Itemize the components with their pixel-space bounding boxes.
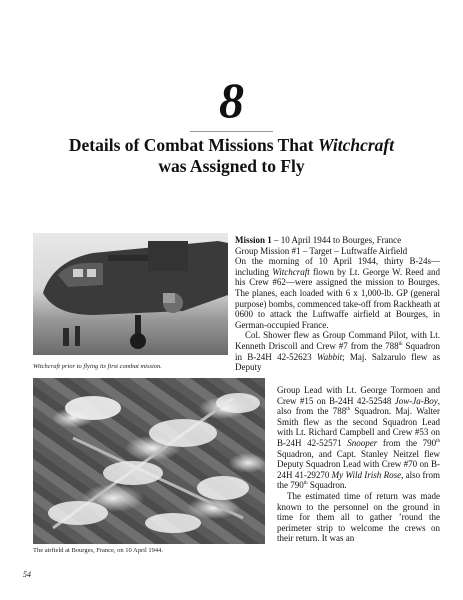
- p2-jow-ja-boy: Jow-Ja-Boy: [394, 395, 438, 406]
- chapter-number: 8: [219, 72, 244, 128]
- paragraph-3: The estimated time of return was made known to the personnel on the ground in time for them all to gather ’round the perimeter strip to welcome the crews on their return. It was an: [277, 490, 440, 544]
- paragraph-2-cont: [277, 385, 440, 491]
- p2-text-d: Group Lead with Lt. George Tormoen and Crew #15 on B-24H 42-52548: [277, 385, 440, 406]
- p2-text-g: from the 790: [377, 437, 437, 448]
- chapter-title: [20, 135, 443, 177]
- airfield-aerial-photo: [33, 378, 265, 544]
- body-text-bottom: [277, 385, 440, 544]
- page-number: 54: [23, 570, 31, 579]
- p1-text-b: flown by Lt. George W. Reed and his Crew #62—were assigned the mission to Bourges. The planes, each loaded with 6 x 1,000-lb. GP (general purpose) bombs, commenced take-off from Rackheath at 0600 to attack the Luftwaffe airfield at Bourges, in German-occupied France.: [235, 266, 441, 330]
- photo-caption-bomber: [33, 363, 233, 371]
- chapter-rule: [190, 131, 273, 132]
- p2-text-b: Squadron in B-24H 42-52623: [235, 340, 440, 362]
- mission-date: – 10 April 1944 to Bourges, France: [271, 235, 402, 245]
- paragraph-2-start: [235, 330, 440, 372]
- p2-text-j: Squadron.: [307, 480, 347, 491]
- p2-text-c: ; Maj. Salzarulo flew as Deputy: [235, 351, 440, 373]
- paragraph-1: [235, 256, 440, 330]
- caption-bomber-text: prior to flying its first combat mission.: [60, 363, 162, 370]
- p2-text-e: , also from the 788: [277, 395, 440, 417]
- chapter-title-italic: Witchcraft: [317, 135, 395, 155]
- p2-ordinal-2: th: [346, 407, 351, 413]
- p2-wabbit: Wabbit: [316, 351, 343, 362]
- group-mission-line: Group Mission #1 – Target – Luftwaffe Airfield: [235, 245, 408, 256]
- chapter-title-part-a: Details of Combat Missions That: [68, 135, 318, 155]
- p2-ordinal-4: th: [303, 481, 308, 487]
- p2-ordinal-1: th: [398, 341, 403, 347]
- aerial-airfield-image: [33, 378, 265, 544]
- p2-text-f: Squadron. Maj. Walter Smith flew as the second Squadron Lead with Lt. Richard Campbell and Crew #53 on B-24H 42-52571: [277, 406, 440, 448]
- p1-text-a: On the morning of 10 April 1944, thirty B-24s—including: [235, 256, 440, 277]
- p2-snooper: Snooper: [347, 437, 378, 448]
- p2-text-h: Squadron, and Capt. Stanley Neitzel flew Deputy Squadron Lead with Crew #70 on B-24H 41-29270: [277, 448, 440, 480]
- chapter-title-part-b: was Assigned to Fly: [158, 156, 305, 176]
- photo-caption-airfield: The airfield at Bourges, France, on 10 April 1944.: [33, 547, 164, 554]
- body-text-top: [235, 235, 440, 373]
- p2-text-i: , also from the 790: [277, 469, 440, 491]
- bomber-photo: [33, 233, 228, 355]
- p2-my-wild-irish-rose: My Wild Irish Rose: [331, 469, 402, 480]
- mission-label: Mission 1: [235, 235, 272, 245]
- b24-bomber-image: [33, 233, 228, 355]
- p1-witchcraft: Witchcraft: [272, 266, 310, 277]
- p2-text-a: Col. Shower flew as Group Command Pilot, with Lt. Kenneth Driscoll and Crew #7 from the 788: [235, 330, 440, 351]
- caption-aircraft-name: Witchcraft: [33, 363, 61, 370]
- p2-ordinal-3: th: [436, 438, 440, 444]
